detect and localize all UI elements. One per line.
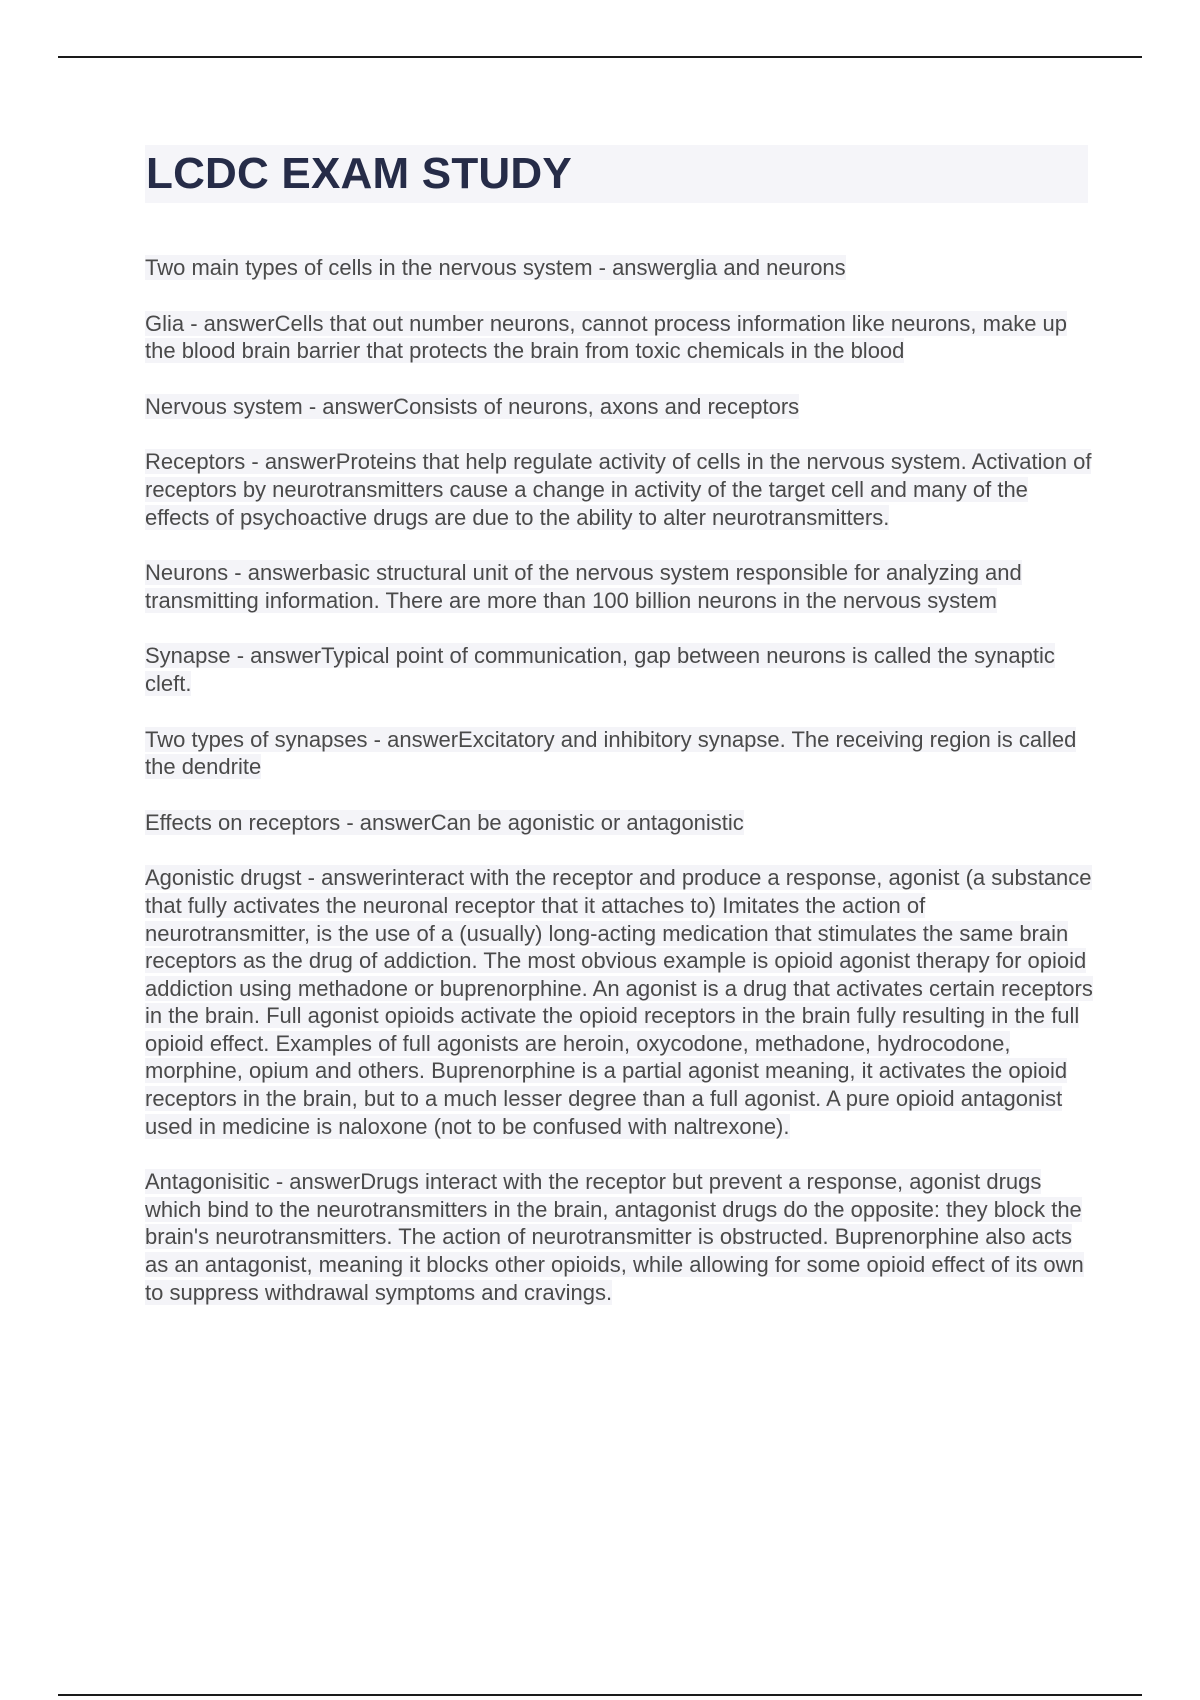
qa-item [145, 254, 1095, 282]
qa-item [145, 1168, 1095, 1306]
qa-item [145, 393, 1095, 421]
qa-text: Neurons - answerbasic structural unit of the nervous system responsible for analyzing and transmitting information. There are more than 100 billion neurons in the nervous system [145, 560, 1022, 613]
study-content [145, 254, 1095, 1334]
qa-item [145, 310, 1095, 365]
qa-text: Synapse - answerTypical point of communication, gap between neurons is called the synaptic cleft. [145, 643, 1055, 696]
page-title: LCDC EXAM STUDY [146, 149, 572, 198]
qa-item [145, 726, 1095, 781]
qa-item [145, 448, 1095, 531]
qa-item [145, 809, 1095, 837]
qa-text: Agonistic drugst - answerinteract with the receptor and produce a response, agonist (a substance that fully activates the neuronal receptor that it attaches to) Imitates the action of neurotransmitter, is the use of a (usually) long-acting medication that stimulates the same brain receptors as the drug of addiction. The most obvious example is opioid agonist therapy for opioid addiction using methadone or buprenorphine. An agonist is a drug that activates certain receptors in the brain. Full agonist opioids activate the opioid receptors in the brain fully resulting in the full opioid effect. Examples of full agonists are heroin, oxycodone, methadone, hydrocodone, morphine, opium and others. Buprenorphine is a partial agonist meaning, it activates the opioid receptors in the brain, but to a much lesser degree than a full agonist. A pure opioid antagonist used in medicine is naloxone (not to be confused with naltrexone). [145, 865, 1093, 1139]
qa-text: Antagonisitic - answerDrugs interact with the receptor but prevent a response, agonist drugs which bind to the neurotransmitters in the brain, antagonist drugs do the opposite: they block the brain's neurotransmitters. The action of neurotransmitter is obstructed. Buprenorphine also acts as an antagonist, meaning it blocks other opioids, while allowing for some opioid effect of its own to suppress withdrawal symptoms and cravings. [145, 1169, 1084, 1305]
qa-item [145, 559, 1095, 614]
qa-text: Two main types of cells in the nervous system - answerglia and neurons [145, 255, 846, 280]
qa-text: Glia - answerCells that out number neurons, cannot process information like neurons, make up the blood brain barrier that protects the brain from toxic chemicals in the blood [145, 310, 1068, 364]
header-rule [58, 56, 1142, 58]
qa-text: Two types of synapses - answerExcitatory and inhibitory synapse. The receiving region is called the dendrite [145, 726, 1077, 780]
qa-text: Effects on receptors - answerCan be agonistic or antagonistic [145, 809, 744, 835]
qa-text: Receptors - answerProteins that help regulate activity of cells in the nervous system. Activation of receptors by neurotransmitters cause a change in activity of the target cell and many of the effects of psychoactive drugs are due to the ability to alter neurotransmitters. [145, 449, 1092, 530]
qa-text: Nervous system - answerConsists of neurons, axons and receptors [145, 393, 800, 419]
footer-rule [58, 1694, 1142, 1696]
qa-item [145, 642, 1095, 697]
qa-item [145, 864, 1095, 1140]
